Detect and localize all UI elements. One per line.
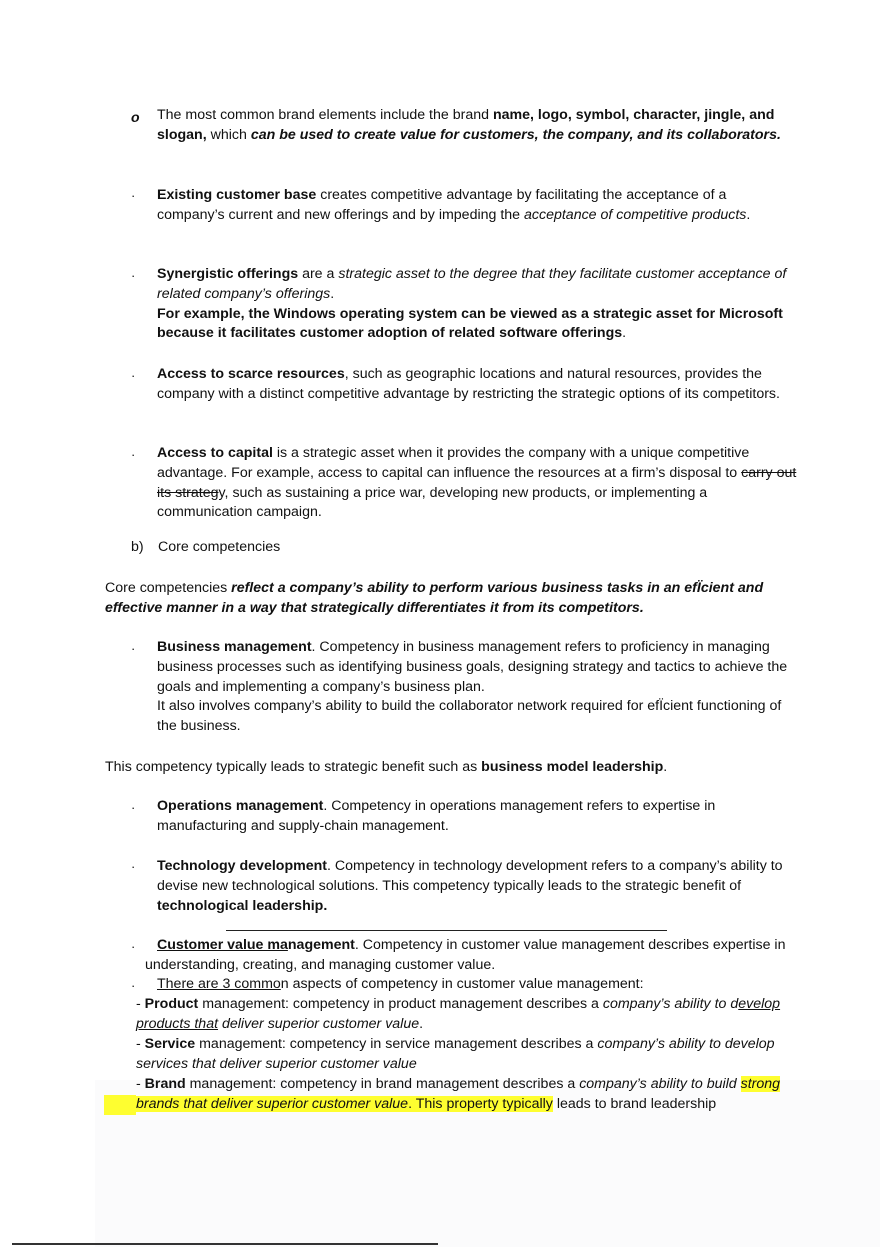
bold-text: Access to capital (157, 445, 273, 461)
section-title: Core competencies (158, 539, 281, 555)
bold-italic-text: can be used to create value for customers, the company, and its collaborators. (250, 126, 781, 143)
bullet-icon: · (131, 447, 136, 462)
bold-text: business model leadership (481, 759, 664, 775)
text: management: competency in brand management describes a (185, 1076, 580, 1092)
bullet-icon: · (131, 978, 136, 993)
text: n aspects of competency in customer value management: (280, 976, 644, 992)
bullet-icon: · (131, 800, 136, 815)
bold-text: Product (144, 996, 199, 1012)
bullet-icon: · (131, 859, 136, 874)
text: . Competency in business management refers to proficiency in managing business processes such as identifying business goals, designing strategy and tactics to achieve the goals and implementing a company’s business plan. (157, 639, 788, 695)
bullet-icon: · (131, 641, 136, 656)
text: The most common brand elements include the brand (157, 107, 493, 123)
brand-elements-paragraph (157, 106, 797, 146)
scarce-resources-paragraph (157, 365, 797, 405)
underlined-bold-text: Customer value ma (157, 937, 288, 953)
text: . Competency in customer value management describes expertise in understanding, creating, and managing customer value. (145, 937, 786, 973)
highlighted-text: . This property typically (408, 1095, 553, 1112)
technology-development-paragraph (157, 857, 797, 916)
underlined-italic-text: evelop products that (136, 996, 781, 1032)
underlined-text: There are 3 commo (157, 976, 281, 992)
bold-text: Technology development (157, 858, 328, 874)
operations-management-paragraph (157, 797, 797, 837)
text: . (622, 325, 627, 342)
bold-text: Existing customer base (157, 187, 317, 203)
bold-italic-text: reflect a company’s ability to perform various business tasks in an efÏcient and effective manner in a way that strategically differentiates it from its competitors. (105, 580, 764, 616)
business-benefit-paragraph (105, 758, 795, 778)
text: y, such as sustaining a price war, developing new products, or implementing a communication campaign. (157, 484, 708, 521)
customer-value-paragraph (145, 936, 795, 976)
bold-text: technological leadership. (157, 897, 328, 914)
footnote-separator (12, 1243, 438, 1245)
synergistic-offerings-paragraph (157, 265, 797, 344)
three-aspects-paragraph (145, 975, 795, 995)
bullet-icon: · (131, 268, 136, 283)
existing-customer-base-paragraph (157, 186, 797, 226)
core-competencies-intro (105, 579, 795, 619)
text: . (330, 285, 335, 302)
text: creates competitive advantage by facilitating the acceptance of a company’s current and new offerings and by impeding the (157, 187, 727, 223)
bullet-icon: · (131, 939, 136, 954)
bullet-icon: · (131, 368, 136, 383)
text: which (206, 126, 251, 143)
section-heading-b (131, 538, 281, 558)
italic-text: company’s ability to d (602, 996, 739, 1012)
bold-text: name, logo, symbol, character, jingle, and slogan, (157, 107, 775, 143)
italic-text: company’s ability to build (579, 1076, 741, 1092)
strikethrough-text: carry out its strateg (157, 464, 797, 501)
text: Core competencies (105, 580, 232, 596)
text: . Competency in technology development refers to a company’s ability to devise new technological solutions. This competency typically leads to the strategic benefit of (157, 858, 783, 894)
text: . (746, 206, 751, 223)
bold-text: Access to scarce resources (157, 366, 345, 382)
dash: - (136, 996, 145, 1012)
text: . Competency in operations management refers to expertise in manufacturing and supply-chain management. (157, 798, 716, 834)
bold-text: Business management (157, 639, 312, 655)
italic-text: acceptance of competitive products (524, 206, 747, 223)
service-management-paragraph (136, 1035, 786, 1075)
bold-text: nagement (287, 937, 355, 953)
italic-text: company’s ability to develop services that deliver superior customer value (136, 1036, 775, 1072)
text: leads to brand leadership (552, 1095, 717, 1112)
bold-text: Service (144, 1036, 196, 1052)
text: is a strategic asset when it provides the company with a unique competitive advantage. For example, access to capital can influence the resources at a firm’s disposal to (157, 445, 750, 481)
text: management: competency in product management describes a (198, 996, 603, 1012)
brand-management-paragraph (136, 1075, 786, 1115)
italic-text: deliver superior customer value (218, 1015, 420, 1032)
dash: - (136, 1076, 145, 1092)
highlight-margin (104, 1095, 136, 1115)
text: management: competency in service management describes a (195, 1036, 598, 1052)
circle-bullet-icon: o (131, 109, 140, 125)
bold-text: Synergistic offerings (157, 266, 299, 282)
product-management-paragraph (136, 995, 786, 1035)
bold-text: For example, the Windows operating system can be viewed as a strategic asset for Microsoft because it facilitates customer adoption of related software offerings (157, 305, 783, 342)
access-to-capital-paragraph (157, 444, 797, 523)
bold-text: Brand (144, 1076, 186, 1092)
dash: - (136, 1036, 145, 1052)
text: , such as geographic locations and natural resources, provides the company with a distinct competitive advantage by restricting the strategic options of its competitors. (157, 366, 780, 402)
horizontal-rule (226, 930, 667, 931)
text: It also involves company’s ability to build the collaborator network required for efÏcient functioning of the business. (157, 698, 782, 735)
bold-text: Operations management (157, 798, 324, 814)
text: are a (298, 266, 339, 282)
italic-text: strategic asset to the degree that they facilitate customer acceptance of related company’s offerings (157, 266, 787, 302)
text: . (663, 759, 668, 775)
list-marker: b) (131, 539, 144, 555)
bullet-icon: · (131, 188, 136, 203)
highlighted-italic-text: strong brands that deliver superior customer value (136, 1076, 781, 1112)
text: . (419, 1015, 424, 1032)
business-management-paragraph (157, 638, 797, 737)
text: This competency typically leads to strategic benefit such as (105, 759, 482, 775)
